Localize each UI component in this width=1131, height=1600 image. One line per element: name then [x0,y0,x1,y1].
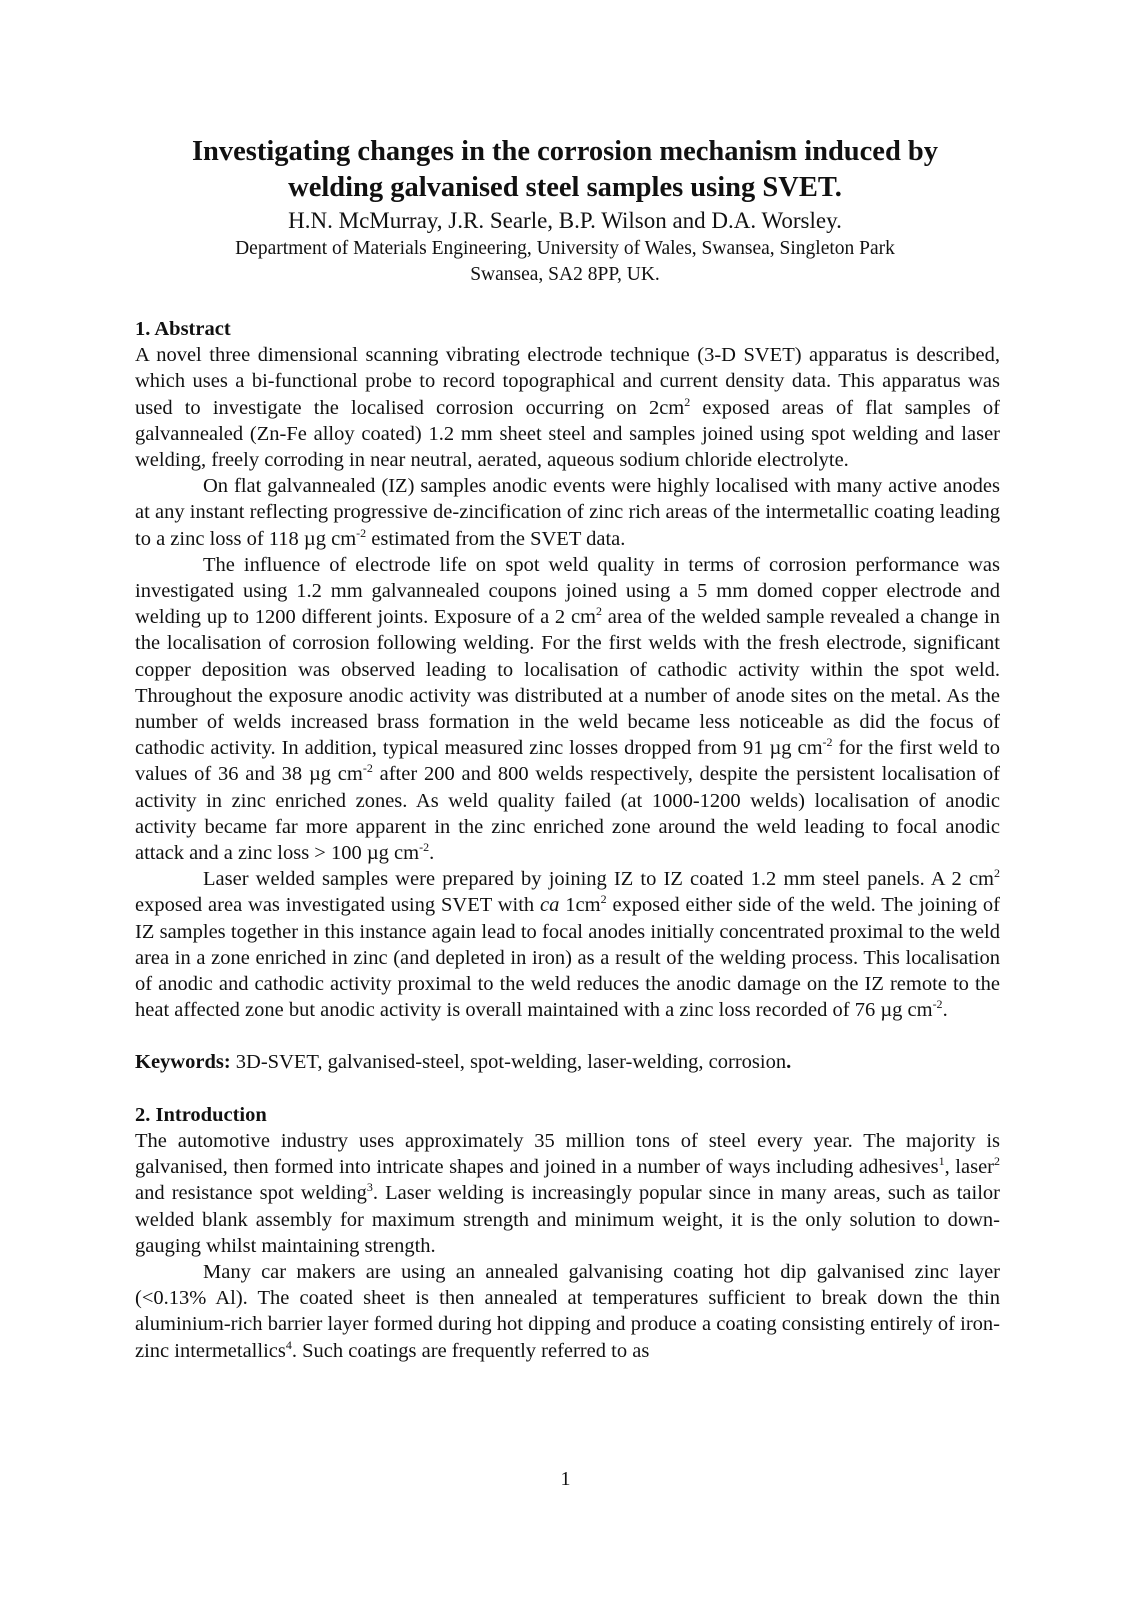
citation-superscript: 4 [285,1337,292,1352]
superscript: -2 [356,525,367,540]
superscript: 2 [684,394,691,409]
text-run: Laser welded samples were prepared by joining IZ to IZ coated 1.2 mm steel panels. A 2 cm [203,868,994,891]
keywords-label: Keywords: [135,1051,231,1074]
affiliation-line-1: Department of Materials Engineering, University of Wales, Swansea, Singleton Park [235,238,895,259]
superscript: 2 [596,604,603,619]
abstract-paragraph-1 [135,342,1000,473]
text-run: exposed areas of flat samples of galvannealed (Zn-Fe alloy coated) 1.2 mm sheet steel and samples joined using spot welding and laser welding, freely corroding in near neutral, aerated, aqueous sodium chloride electrolyte. [135,396,1000,472]
text-run: estimated from the SVET data. [366,527,626,550]
author-list: H.N. McMurray, J.R. Searle, B.P. Wilson and D.A. Worsley. [288,208,842,233]
page-number: 1 [560,1468,571,1490]
text-run: , laser [944,1156,995,1179]
text-run: A novel three dimensional scanning vibrating electrode technique (3-D SVET) apparatus is described, which uses a bi-functional probe to record topographical and current density data. This apparatus was used to investigate the localised corrosion occurring on 2cm [135,344,1000,419]
text-run: after 200 and 800 welds respectively, despite the persistent localisation of activity in zinc enriched zones. As weld quality failed (at 1000-1200 welds) localisation of anodic activity became far more apparent in the zinc enriched zone around the weld leading to focal anodic attack and a zinc loss > 100 µg cm [135,763,1000,865]
superscript: -2 [822,735,833,750]
text-run: . Laser welding is increasingly popular since in many areas, such as tailor welded blank assembly for maximum strength and minimum weight, it is the only solution to down-gauging whilst maintaining strength. [135,1182,1000,1257]
superscript: 2 [600,892,607,907]
introduction-paragraph-2 [135,1259,1000,1364]
text-run: The automotive industry uses approximately 35 million tons of steel every year. The majority is galvanised, then formed into intricate shapes and joined in a number of ways including adhesives [135,1129,1000,1179]
text-run: and resistance spot welding [135,1182,367,1205]
introduction-paragraph-1 [135,1128,1000,1259]
text-run: The influence of electrode life on spot weld quality in terms of corrosion performance was investigated using 1.2 mm galvannealed coupons joined using a 5 mm domed copper electrode and welding up to 1200 different joints. Exposure of a 2 cm [135,553,1000,629]
paper-header [130,134,1000,288]
title-line-1: Investigating changes in the corrosion mechanism induced by [191,136,939,167]
paper-title [130,134,1000,206]
keywords-text: 3D-SVET, galvanised-steel, spot-welding, laser-welding, corrosion [230,1051,787,1074]
title-line-2: welding galvanised steel samples using SVET. [288,172,842,203]
text-run: for the first weld to values of 36 and 38 µg cm [135,737,1000,786]
superscript: -2 [932,997,943,1012]
spacer [135,1076,1000,1102]
paper-body [135,316,1000,1364]
text-run: . [942,999,948,1022]
affiliation-line-2: Swansea, SA2 8PP, UK. [470,264,660,285]
citation-superscript: 3 [366,1180,373,1195]
text-run: On flat galvannealed (IZ) samples anodic events were highly localised with many active anodes at any instant reflecting progressive de-zincification of zinc rich areas of the intermetallic coating leading to a zinc loss of 118 µg cm [135,475,1000,550]
abstract-heading: 1. Abstract [135,318,231,340]
abstract-paragraph-3 [135,552,1000,866]
citation-superscript: 2 [994,1154,1001,1169]
introduction-heading: 2. Introduction [135,1103,267,1126]
text-run: 1cm [559,894,601,917]
text-run: Many car makers are using an annealed galvanising coating hot dip galvanised zinc layer (<0.13% Al). The coated sheet is then annealed at temperatures sufficient to break down the thin aluminium-rich barrier layer formed during hot dipping and produce a coating consisting entirely of iron-zinc intermetallics [135,1260,1000,1362]
affiliation [130,236,1000,288]
text-run: area of the welded sample revealed a change in the localisation of corrosion following welding. For the first welds with the fresh electrode, significant copper deposition was observed leading to localisation of cathodic activity within the spot weld. Throughout the exposure anodic activity was distributed at a number of anode sites on the metal. As the number of welds increased brass formation in the weld became less noticeable as did the focus of cathodic activity. In addition, typical measured zinc losses dropped from 91 µg cm [135,606,1000,760]
spacer [135,1023,1000,1049]
superscript: -2 [419,840,430,855]
italic-text: ca [540,894,560,917]
superscript: 2 [994,866,1000,881]
text-run: exposed area was investigated using SVET with [135,894,541,917]
citation-superscript: 1 [938,1154,945,1169]
text-run: exposed either side of the weld. The joining of IZ samples together in this instance again lead to focal anodes initially concentrated proximal to the weld area in a zone enriched in zinc (and depleted in iron) as a result of the welding process. This localisation of anodic and cathodic activity proximal to the weld reduces the anodic damage on the IZ remote to the heat affected zone but anodic activity is overall maintained with a zinc loss recorded of 76 µg cm [135,894,1000,1022]
superscript: -2 [362,761,373,776]
keywords-end: . [786,1051,792,1074]
abstract-paragraph-2 [135,473,1000,552]
text-run: . [429,842,435,865]
abstract-paragraph-4 [135,866,1000,1023]
keywords [135,1049,1000,1075]
text-run: . Such coatings are frequently referred to as [291,1339,650,1362]
